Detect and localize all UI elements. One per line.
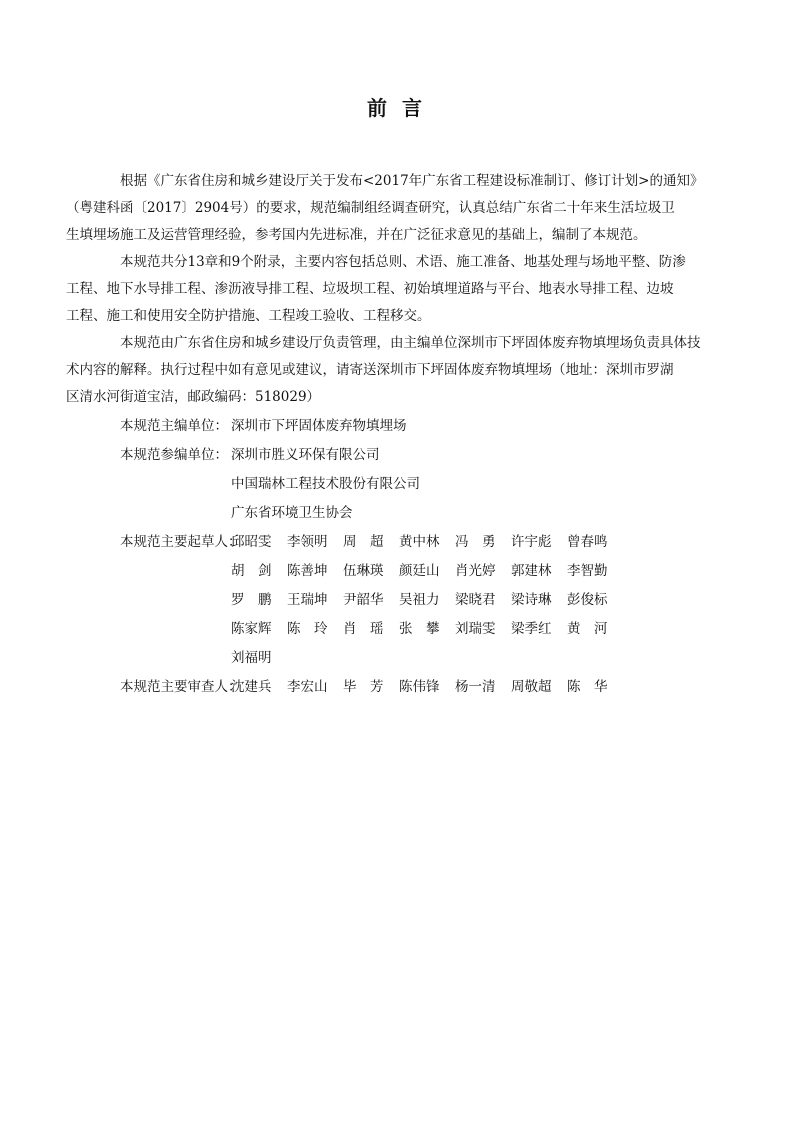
person-name: 李领明 (287, 534, 328, 550)
person-name: 曾春鸣 (567, 534, 608, 550)
person-name: 梁诗琳 (511, 592, 552, 608)
person-name: 黄 河 (567, 621, 608, 637)
paragraph-line: 生填埋场施工及运营管理经验，参考国内先进标准，并在广泛征求意见的基础上，编制了本规范。 (66, 227, 647, 243)
person-name: 尹韶华 (343, 592, 384, 608)
person-name: 李宏山 (287, 679, 328, 695)
person-name: 许宇彪 (511, 534, 552, 550)
person-name: 胡 剑 (231, 563, 272, 579)
paragraph-management (66, 330, 721, 411)
co-editors-label: 本规范参编单位： (120, 447, 228, 463)
drafters-name-row (231, 528, 608, 557)
person-name: 彭俊标 (567, 592, 608, 608)
person-name: 陈伟锋 (399, 679, 440, 695)
reviewers-name-row (231, 673, 608, 702)
person-name: 陈 玲 (287, 621, 328, 637)
person-name: 周 超 (343, 534, 384, 550)
page-title: 前 言 (367, 96, 426, 120)
paragraph-line: 区清水河街道宝洁，邮政编码：518029） (66, 389, 321, 405)
person-name: 黄中林 (399, 534, 440, 550)
paragraph-line: 工程、施工和使用安全防护措施、工程竣工验收、工程移交。 (66, 308, 431, 324)
person-name: 郭建林 (511, 563, 552, 579)
person-name: 王瑞坤 (287, 592, 328, 608)
person-name: 杨一清 (455, 679, 496, 695)
person-name: 颜廷山 (399, 563, 440, 579)
person-name: 吴祖力 (399, 592, 440, 608)
person-name: 肖光婷 (455, 563, 496, 579)
drafters-row (93, 528, 721, 673)
paragraph-basis (66, 168, 721, 249)
person-name: 罗 鹏 (231, 592, 272, 608)
co-editor-item: 深圳市胜义环保有限公司 (231, 447, 380, 463)
drafters-label: 本规范主要起草人： (120, 534, 242, 550)
paragraph-line: （粤建科函〔2017〕2904号）的要求，规范编制组经调查研究，认真总结广东省二十年来生活垃圾卫 (66, 200, 675, 216)
person-name: 陈家辉 (231, 621, 272, 637)
co-editor-item: 中国瑞林工程技术股份有限公司 (231, 476, 420, 492)
person-name: 冯 勇 (455, 534, 496, 550)
person-name: 肖 瑶 (343, 621, 384, 637)
preface-content (66, 168, 721, 702)
co-editors-row (93, 441, 721, 528)
paragraph-line: 本规范共分13章和9个附录，主要内容包括总则、术语、施工准备、地基处理与场地平整、防渗 (120, 254, 686, 270)
person-name: 张 攀 (399, 621, 440, 637)
co-editor-item: 广东省环境卫生协会 (231, 505, 353, 521)
person-name: 李智勤 (567, 563, 608, 579)
paragraph-line: 工程、地下水导排工程、渗沥液导排工程、垃圾坝工程、初始填埋道路与平台、地表水导排工程、边坡 (66, 281, 674, 297)
paragraph-line: 根据《广东省住房和城乡建设厅关于发布<2017年广东省工程建设标准制订、修订计划>的通知》 (120, 173, 704, 189)
person-name: 陈善坤 (287, 563, 328, 579)
person-name: 邱昭雯 (231, 534, 272, 550)
reviewers-row (93, 673, 721, 702)
person-name: 梁晓君 (455, 592, 496, 608)
paragraph-line: 本规范由广东省住房和城乡建设厅负责管理，由主编单位深圳市下坪固体废弃物填埋场负责具体技 (120, 335, 701, 351)
reviewers-label: 本规范主要审查人： (120, 679, 242, 695)
paragraph-line: 术内容的解释。执行过程中如有意见或建议，请寄送深圳市下坪固体废弃物填埋场（地址：深圳市罗湖 (66, 362, 674, 378)
chief-editor-row (93, 412, 721, 441)
paragraph-scope (66, 249, 721, 330)
drafters-name-row (231, 644, 608, 673)
person-name: 伍琳瑛 (343, 563, 384, 579)
person-name: 刘瑞雯 (455, 621, 496, 637)
drafters-name-row (231, 586, 608, 615)
co-editors-list (231, 441, 420, 528)
person-name: 陈 华 (567, 679, 608, 695)
person-name: 毕 芳 (343, 679, 384, 695)
chief-editor-label: 本规范主编单位： (120, 418, 228, 434)
reviewers-list (231, 673, 608, 702)
chief-editor-value: 深圳市下坪固体废弃物填埋场 (231, 418, 407, 434)
drafters-list (231, 528, 608, 673)
person-name: 梁季红 (511, 621, 552, 637)
drafters-name-row (231, 557, 608, 586)
person-name: 刘福明 (231, 650, 272, 666)
person-name: 沈建兵 (231, 679, 272, 695)
drafters-name-row (231, 615, 608, 644)
person-name: 周敬超 (511, 679, 552, 695)
